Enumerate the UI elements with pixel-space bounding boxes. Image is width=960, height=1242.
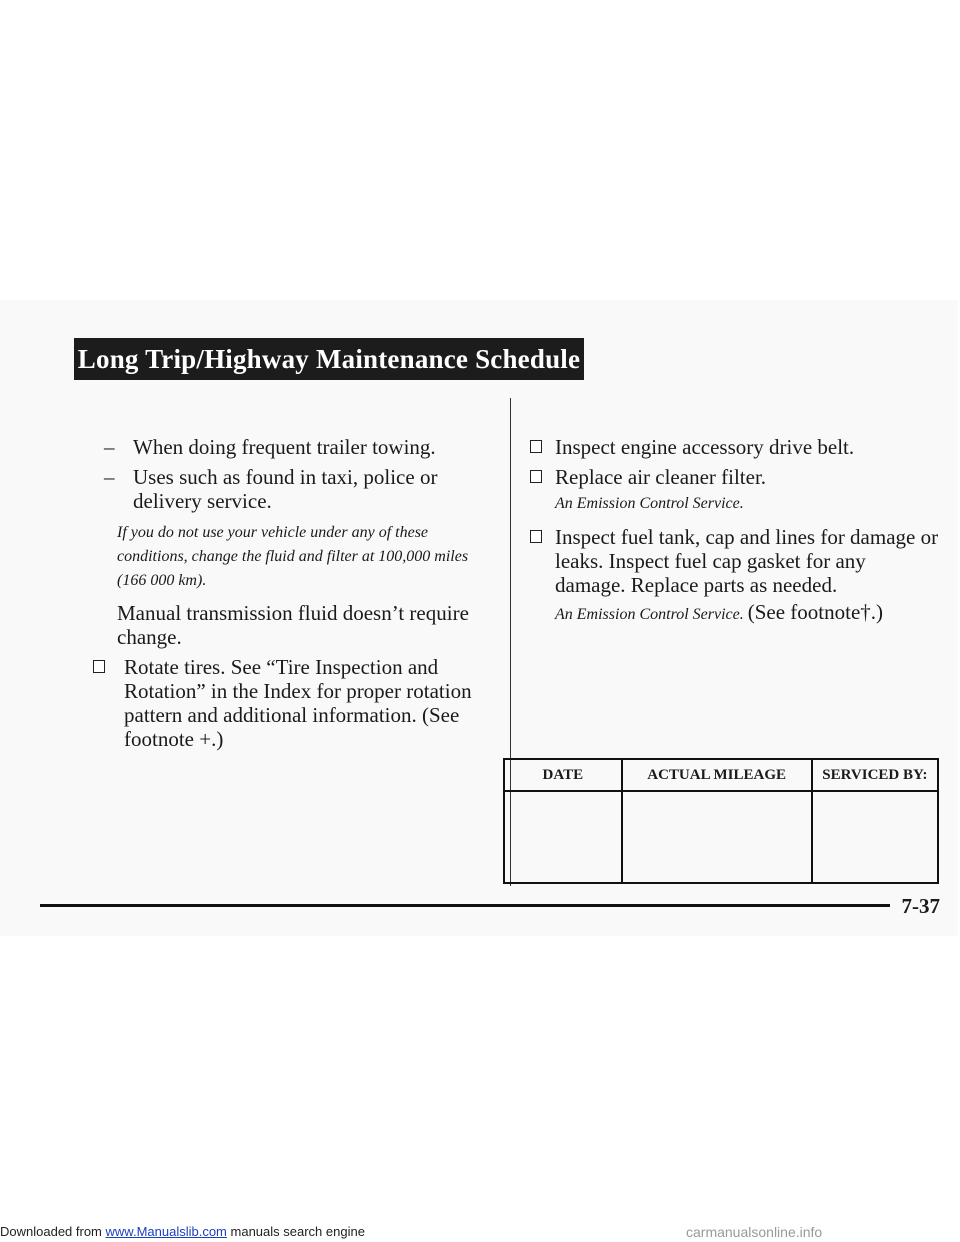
left-column	[100, 435, 495, 751]
manualslib-link[interactable]: www.Manualslib.com	[105, 1224, 227, 1239]
fluid-change-note: If you do not use your vehicle under any of these conditions, change the fluid and filter at 100,000 miles (166 000 km).	[117, 524, 469, 589]
column-header-mileage: ACTUAL MILEAGE	[622, 760, 812, 791]
checklist-item-fuel-tank	[530, 525, 940, 597]
checklist-item-rotate-tires	[93, 655, 495, 751]
page-number: 7-37	[890, 894, 940, 919]
emission-control-note	[530, 601, 940, 626]
serviced-by-cell[interactable]	[812, 791, 937, 882]
list-item-text: Uses such as found in taxi, police or delivery service.	[133, 465, 438, 513]
right-column	[530, 435, 940, 626]
service-record-table	[503, 758, 939, 884]
checkbox-icon[interactable]	[93, 660, 105, 673]
column-header-serviced-by: SERVICED BY:	[812, 760, 937, 791]
download-footer	[0, 1224, 823, 1240]
emission-note-text: An Emission Control Service.	[555, 606, 744, 623]
checklist-item-text: Inspect engine accessory drive belt.	[555, 435, 855, 459]
checkbox-icon[interactable]	[530, 530, 542, 543]
watermark: carmanualsonline.info	[686, 1224, 823, 1240]
emission-note-text: An Emission Control Service.	[555, 495, 744, 512]
checklist-item-text: Rotate tires. See “Tire Inspection and Rotation” in the Index for proper rotation pattern and additional information. (See footnote +.)	[124, 655, 472, 751]
dash-bullet: –	[104, 465, 115, 489]
checkbox-icon[interactable]	[530, 470, 542, 483]
dash-bullet: –	[104, 435, 115, 459]
checklist-item-air-filter	[530, 465, 940, 489]
footer-prefix: Downloaded from	[0, 1224, 102, 1239]
bottom-rule	[40, 904, 937, 907]
mileage-cell[interactable]	[622, 791, 812, 882]
list-item-text: When doing frequent trailer towing.	[133, 435, 436, 459]
checklist-item-text: Inspect fuel tank, cap and lines for damage or leaks. Inspect fuel cap gasket for any damage. Replace parts as needed.	[555, 525, 939, 597]
column-header-date: DATE	[505, 760, 622, 791]
date-cell[interactable]	[505, 791, 622, 882]
checkbox-icon[interactable]	[530, 440, 542, 453]
list-item	[100, 435, 495, 459]
checklist-item-text: Replace air cleaner filter.	[555, 465, 767, 489]
checklist-item-drive-belt	[530, 435, 940, 459]
footer-suffix: manuals search engine	[230, 1224, 365, 1239]
footnote-reference: (See footnote†.)	[747, 600, 884, 624]
emission-control-note	[530, 493, 940, 515]
list-item	[100, 465, 495, 513]
section-banner: Long Trip/Highway Maintenance Schedule	[74, 338, 584, 380]
manual-transmission-note: Manual transmission fluid doesn’t require change.	[117, 601, 469, 649]
